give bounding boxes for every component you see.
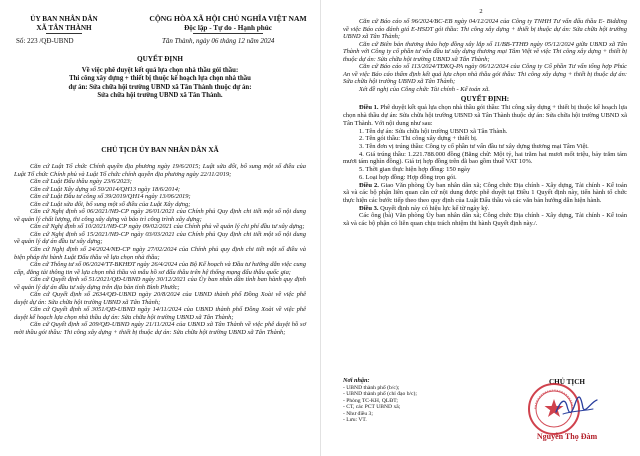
ground-item: Căn cứ Thông tư số 06/2024/TT-BKHĐT ngày 26/4/2024 của Bộ Kế hoạch và Đầu tư hướng dẫn việc cung cấp, đăng tải thông tin về lựa chọn nhà thầu và mẫu hồ sơ đấu thầu trên hệ thống mạng đấu thầu quốc gia; [14,261,306,276]
ground-item: Căn cứ Nghị định số 06/2021/NĐ-CP ngày 26/01/2021 của Chính phủ Quy định chi tiết một số nội dung về quản lý chất lượng, thi công xây dựng và bảo trì công trình xây dựng; [14,208,306,223]
decide-heading: QUYẾT ĐỊNH: [460,95,510,104]
article-text: Phê duyệt kết quả lựa chọn nhà thầu gói thầu: Thi công xây dựng + thiết bị thuộc kế hoạch lựa chọn nhà thầu dự án: Sửa chữa hội trường UBND xã Tân Thành thuộc dự án: Sửa chữa hội trường UBND xã Tân Thành. Với nội dung như sau: [343,104,628,127]
ground-item: Căn cứ Quyết định số 51/2021/QĐ-UBND ngày 30/12/2021 của Ủy ban nhân dân tỉnh ban hành quy định về quản lý dự án đầu tư xây dựng trên địa bàn tỉnh Bình Phước; [14,276,306,291]
ground-item: Căn cứ Quyết định số 2634/QĐ-UBND ngày 20/8/2024 của UBND thành phố Đồng Xoài về việc phê duyệt dự án: Sửa chữa hội trường UBND xã Tân Thành; [14,291,306,306]
article-item: 2. Tên gói thầu: Thi công xây dựng + thiết bị. [359,135,478,143]
motto-underline [193,33,263,34]
closing-clause: Các ông (bà) Văn phòng Ủy ban nhân dân xã; Công chức Địa chính - Xây dựng, Tài chính - Kế toán xã và các bộ phận có liên quan chịu trách nhiệm thi hành Quyết định này./. [343,212,627,228]
ground-item: Căn cứ Nghị định số 24/2024/NĐ-CP ngày 27/02/2024 của Chính phủ quy định chi tiết một số điều và biện pháp thi hành Luật Đấu thầu về lựa chọn nhà thầu; [14,246,306,261]
article-label: Điều 3. [359,204,379,212]
motto: Độc lập - Tự do - Hạnh phúc [184,23,272,32]
national-motto [148,15,308,32]
article-item: 4. Giá trúng thầu: 1.221.788.000 đồng (Bằng chữ: Một tỷ, hai trăm hai mươi mốt triệu, bảy trăm tám mươi tám nghìn đồng). Giá trị hợp đồng trên đã bao gồm thuế VAT 10%. [343,150,627,166]
recipient-item: - UBND thành phố (b/c); [343,384,400,391]
issuing-agency [18,15,110,32]
agency-underline [46,33,82,34]
nation-name: CỘNG HÒA XÃ HỘI CHỦ NGHĨA VIỆT NAM [149,14,307,23]
subject-line: Sửa chữa hội trường UBND xã Tân Thành. [97,91,223,99]
document-date: Tân Thành, ngày 06 tháng 12 năm 2024 [162,37,275,45]
ground-item: Căn cứ Báo cáo số 113/2024/TĐKQ-PA ngày 06/12/2024 của Công ty Cổ phần Tư vấn tổng hợp Phúc An về việc Báo cáo thẩm định kết quả lựa chọn nhà thầu gói thầu: Thi công xây dựng + thiết bị thuộc dự án: Sửa chữa hội trường UBND xã Tân Thành; [343,63,627,86]
recipients-block [343,378,493,424]
recipient-item: - Như điều 3; [343,410,373,417]
document-subject [28,67,292,100]
ground-item: Căn cứ Luật sửa đổi, bổ sung một số điều của Luật Xây dựng; [30,200,191,208]
ground-item: Căn cứ Báo cáo số 96/2024/BC-EB ngày 04/12/2024 của Công ty TNHH Tư vấn đấu thầu E- Bidding về việc Báo cáo đánh giá E-HSDT gói thầu: Thi công xây dựng + thiết bị thuộc dự án: Sửa chữa hội trường UBND xã Tân Thành; [343,18,627,41]
decision-body [343,18,627,228]
article-2 [343,182,627,205]
signer-name: Nguyễn Thọ Đàm [536,432,598,441]
legal-grounds [14,163,306,337]
subject-line: dự án: Sửa chữa hội trường UBND xã Tân Thành thuộc dự án: [68,83,252,91]
article-label: Điều 1. [359,104,379,112]
ground-item: Căn cứ Quyết định số 3051/QĐ-UBND ngày 14/11/2024 của UBND thành phố Đồng Xoài về việc phê duyệt kế hoạch lựa chọn nhà thầu dự án: Sửa chữa hội trường UBND xã Tân Thành; [14,306,306,321]
ground-item: Căn cứ Luật Đấu thầu ngày 23/6/2023; [30,178,132,186]
ground-item: Căn cứ Quyết định số 209/QĐ-UBND ngày 21/11/2024 của UBND xã Tân Thành về việc phê duyệt hồ sơ mời thầu gói thầu: Thi công xây dựng + thiết bị thuộc dự án: Sửa chữa hội trường UBND xã Tân Thành; [14,321,306,337]
document-page-2 [320,0,640,456]
authority-heading: CHỦ TỊCH ỦY BAN NHÂN DÂN XÃ [101,146,219,154]
article-item: 3. Tên đơn vị trúng thầu: Công ty cổ phần tư vấn đầu tư xây dựng thương mại Tâm Việt. [359,142,589,150]
article-item: 5. Thời gian thực hiện hợp đồng: 150 ngày [359,166,471,174]
recipient-item: - UBND thành phố (chỉ đạo b/c); [343,391,417,397]
article-1 [343,104,627,127]
agency-line-2: XÃ TÂN THÀNH [36,23,92,32]
article-item: 6. Loại hợp đồng: Hợp đồng trọn gói. [359,173,457,181]
ground-item: Căn cứ Luật Đầu tư công số 39/2019/QH14 ngày 13/06/2019; [30,193,191,201]
agency-line-1: ỦY BAN NHÂN DÂN [30,15,98,23]
recipient-item: - CT, các PCT UBND xã; [343,404,401,410]
subject-line: Thi công xây dựng + thiết bị thuộc kế hoạch lựa chọn nhà thầu [69,75,251,83]
recipient-item: - Phòng TC-KH, QLĐT; [343,397,398,404]
ground-item: Căn cứ Nghị định số 10/2021/NĐ-CP ngày 09/02/2021 của Chính phủ về quản lý chi phí đầu tư xây dựng; [30,223,305,231]
ground-item: Căn cứ Nghị định số 15/2021/NĐ-CP ngày 03/03/2021 của Chính phủ Quy định chi tiết một số nội dung về quản lý dự án đầu tư xây dựng; [14,230,306,246]
article-text: Giao Văn phòng Ủy ban nhân dân xã; Công chức Địa chính - Xây dựng, Tài chính - Kế toán xã và các bộ phận liên quan căn cứ nội dung được phê duyệt tại Điều 1 Quyết định này, tiến hành tổ chức thực hiện các bước tiếp theo theo quy định của Luật Đấu thầu và các văn bản hướng dẫn hiện hành. [343,181,627,204]
ground-item: Căn cứ Luật Tổ chức Chính quyền địa phương ngày 19/6/2015; Luật sửa đổi, bổ sung một số điều của Luật Tổ chức Chính phủ và Luật Tổ chức chính quyền địa phương ngày 22/11/2019; [14,163,306,178]
signer-title: CHỦ TỊCH [548,378,585,386]
article-text: Quyết định này có hiệu lực kể từ ngày ký. [378,204,490,212]
recipients-heading: Nơi nhận: [343,377,370,384]
ground-item: Căn cứ Luật Xây dựng số 50/2014/QH13 ngày 18/6/2014; [30,185,181,193]
article-item: 1. Tên dự án: Sửa chữa hội trường UBND xã Tân Thành. [359,127,508,135]
ground-item: Xét đề nghị của Công chức Tài chính - Kế toán xã. [359,85,490,93]
subject-line: Về việc phê duyệt kết quả lựa chọn nhà thầu gói thầu: [81,67,239,74]
document-number: Số: 223 /QĐ-UBND [16,37,74,45]
recipient-item: - Lưu: VT. [343,417,367,423]
document-title: QUYẾT ĐỊNH [137,55,183,63]
ground-item: Căn cứ Biên bản thương thảo hợp đồng xây lắp số 11/BB-TTHĐ ngày 05/12/2024 giữa UBND xã Tân Thành với Công ty cổ phần tư vấn đầu tư xây dựng thương mại Tâm Việt về việc Thi công xây dựng + thiết bị thuộc dự án: Sửa chữa hội trường UBND xã Tân Thành; [343,40,627,63]
handwritten-signature-icon [553,394,601,420]
article-label: Điều 2. [359,181,379,189]
page-number: 2 [479,8,483,15]
